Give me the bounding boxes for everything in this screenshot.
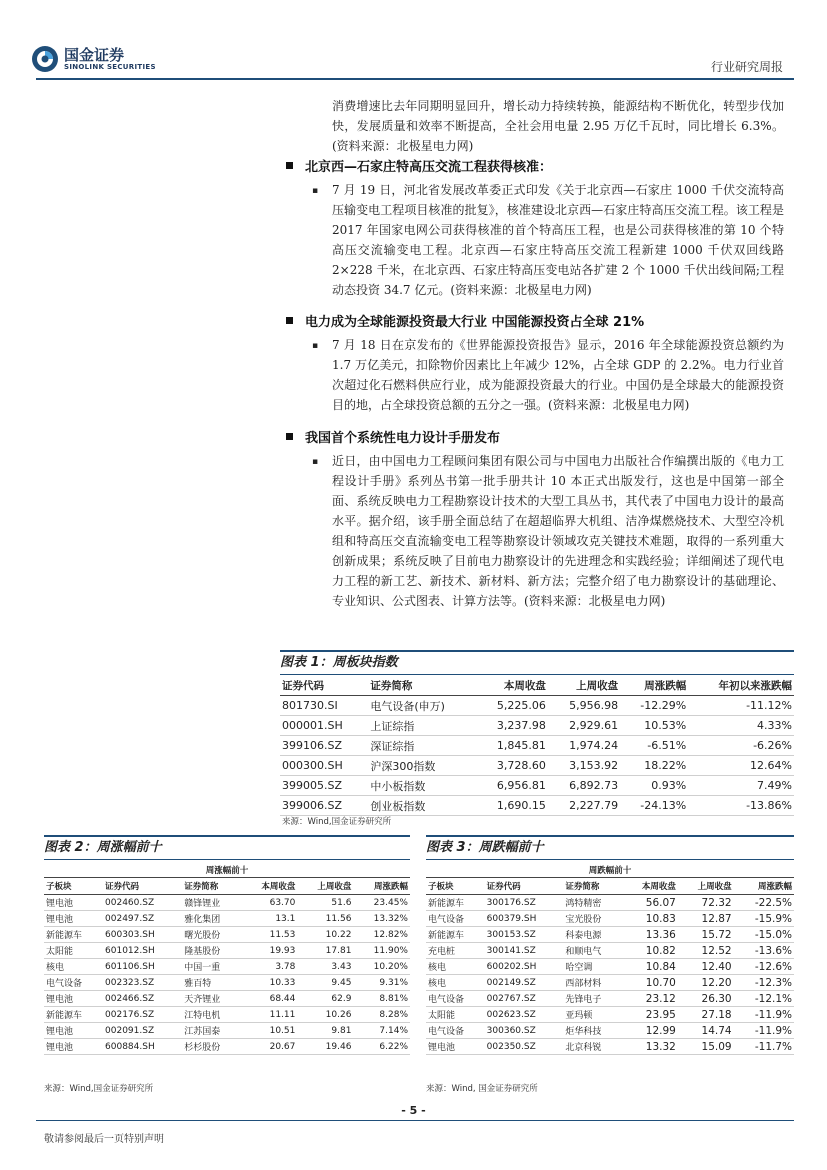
table-cell: 先锋电子: [563, 991, 622, 1007]
table-cell: -11.9%: [734, 1023, 794, 1039]
section-title-1: [286, 156, 552, 175]
table-cell: 锂电池: [44, 895, 103, 911]
table-row: [44, 959, 410, 975]
table-cell: 600884.SH: [103, 1039, 182, 1055]
table-cell: 300360.SZ: [485, 1023, 564, 1039]
table-caption: 周涨幅前十: [44, 862, 410, 878]
table-row: [426, 927, 794, 943]
page-number: - 5 -: [401, 1104, 426, 1117]
table-cell: 锂电池: [44, 991, 103, 1007]
table-row: [426, 911, 794, 927]
table-cell: 13.36: [622, 927, 678, 943]
table-cell: 6,892.73: [548, 776, 620, 796]
table-cell: 002466.SZ: [103, 991, 182, 1007]
table-cell: 创业板指数: [368, 796, 475, 816]
table-cell: 601106.SH: [103, 959, 182, 975]
table-cell: 10.84: [622, 959, 678, 975]
table-cell: 电气设备: [426, 1023, 485, 1039]
table-cell: 12.52: [678, 943, 734, 959]
table-cell: 8.81%: [353, 991, 410, 1007]
table-row: [44, 1023, 410, 1039]
table-cell: 锂电池: [426, 1039, 485, 1055]
table-cell: 801730.SI: [280, 696, 368, 716]
header-divider: [36, 78, 794, 80]
column-header: 本周收盘: [622, 878, 678, 895]
table-cell: 002350.SZ: [485, 1039, 564, 1055]
table-cell: 核电: [426, 975, 485, 991]
table-cell: 7.14%: [353, 1023, 410, 1039]
table-row: [280, 756, 794, 776]
column-header: 证券代码: [103, 878, 182, 895]
table-cell: 11.11: [241, 1007, 297, 1023]
table-cell: 1,845.81: [476, 736, 548, 756]
table-header-row: [44, 878, 410, 895]
table-cell: 62.9: [297, 991, 353, 1007]
table-cell: 11.53: [241, 927, 297, 943]
table-cell: -12.6%: [734, 959, 794, 975]
table-cell: 雅化集团: [182, 911, 241, 927]
table-cell: 19.93: [241, 943, 297, 959]
column-header: 周涨跌幅: [620, 675, 688, 696]
table-row: [426, 959, 794, 975]
table-cell: 雅百特: [182, 975, 241, 991]
table-cell: 10.33: [241, 975, 297, 991]
table-row: [280, 776, 794, 796]
table2: [44, 862, 410, 1055]
table-cell: 002149.SZ: [485, 975, 564, 991]
table-cell: 深证综指: [368, 736, 475, 756]
intro-paragraph: 消费增速比去年同期明显回升，增长动力持续转换，能源结构不断优化，转型步伐加快，发展质量和效率不断提高，全社会用电量 2.95 万亿千瓦时，同比增长 6.3%。(资料来源：北极星电力网): [332, 99, 784, 153]
table-cell: 12.99: [622, 1023, 678, 1039]
table-cell: 300176.SZ: [485, 895, 564, 911]
table-cell: 锂电池: [44, 1023, 103, 1039]
table-cell: 13.32: [622, 1039, 678, 1055]
table-cell: 11.56: [297, 911, 353, 927]
table-cell: 15.09: [678, 1039, 734, 1055]
company-name-en: SINOLINK SECURITIES: [64, 63, 156, 71]
table-cell: 2,227.79: [548, 796, 620, 816]
table-cell: -11.12%: [688, 696, 794, 716]
section-title-3: [286, 427, 500, 446]
bullet-icon: ▪: [312, 186, 319, 196]
table-cell: 隆基股份: [182, 943, 241, 959]
table-cell: 68.44: [241, 991, 297, 1007]
table-cell: 1,690.15: [476, 796, 548, 816]
table-row: [44, 911, 410, 927]
table-cell: 5,956.98: [548, 696, 620, 716]
column-header: 证券代码: [280, 675, 368, 696]
table-cell: 56.07: [622, 895, 678, 911]
table-cell: 哈空调: [563, 959, 622, 975]
table-cell: -15.9%: [734, 911, 794, 927]
table-caption-row: [426, 862, 794, 878]
table-cell: 002497.SZ: [103, 911, 182, 927]
table-cell: 赣锋锂业: [182, 895, 241, 911]
square-bullet-icon: [286, 317, 293, 324]
table-cell: 4.33%: [688, 716, 794, 736]
table-cell: 12.87: [678, 911, 734, 927]
table-cell: 002460.SZ: [103, 895, 182, 911]
table-row: [426, 895, 794, 911]
company-name: 国金证券: [64, 46, 125, 64]
table-cell: 6.22%: [353, 1039, 410, 1055]
column-header: 周涨跌幅: [353, 878, 410, 895]
table-cell: 亚玛顿: [563, 1007, 622, 1023]
column-header: 证券简称: [182, 878, 241, 895]
table-cell: 9.45: [297, 975, 353, 991]
table-cell: 27.18: [678, 1007, 734, 1023]
table-row: [280, 796, 794, 816]
table-row: [426, 943, 794, 959]
table-cell: 15.72: [678, 927, 734, 943]
table-cell: 中国一重: [182, 959, 241, 975]
table-row: [426, 991, 794, 1007]
table-cell: 上证综指: [368, 716, 475, 736]
table-cell: 锂电池: [44, 1039, 103, 1055]
table-cell: 新能源车: [44, 927, 103, 943]
table-cell: 10.22: [297, 927, 353, 943]
table-caption-row: [44, 862, 410, 878]
table-cell: 和顺电气: [563, 943, 622, 959]
table-cell: 9.81: [297, 1023, 353, 1039]
table-cell: 1,974.24: [548, 736, 620, 756]
section-body-2: 7 月 18 日在京发布的《世界能源投资报告》显示，2016 年全球能源投资总额约为 1.7 万亿美元，扣除物价因素比上年减少 12%，占全球 GDP 的 2.2%。电力行业首次超过化石燃料供应行业，成为能源投资最大的行业。中国仍是全球最大的能源投资目的地，占全球投资总额的五分之一强。(资料来源：北极星电力网): [332, 338, 784, 412]
table1: [280, 675, 794, 816]
table-cell: 新能源车: [426, 927, 485, 943]
table-cell: 3,728.60: [476, 756, 548, 776]
column-header: 上周收盘: [297, 878, 353, 895]
table-cell: 12.40: [678, 959, 734, 975]
bullet-icon: ▪: [312, 457, 319, 467]
table-cell: 锂电池: [44, 911, 103, 927]
table-cell: -22.5%: [734, 895, 794, 911]
table-cell: 600303.SH: [103, 927, 182, 943]
table-cell: 宝光股份: [563, 911, 622, 927]
table-cell: 沪深300指数: [368, 756, 475, 776]
column-header: 本周收盘: [476, 675, 548, 696]
table-cell: 20.67: [241, 1039, 297, 1055]
table-row: [426, 1023, 794, 1039]
table-cell: 10.51: [241, 1023, 297, 1039]
table-cell: 12.82%: [353, 927, 410, 943]
table2-title: 图表 2：周涨幅前十: [44, 835, 410, 860]
table-cell: 天齐锂业: [182, 991, 241, 1007]
table-cell: 300153.SZ: [485, 927, 564, 943]
table-cell: 11.90%: [353, 943, 410, 959]
table-row: [426, 975, 794, 991]
table-cell: 18.22%: [620, 756, 688, 776]
table-cell: 399106.SZ: [280, 736, 368, 756]
column-header: 本周收盘: [241, 878, 297, 895]
footer-divider: [36, 1120, 794, 1121]
table-cell: 399005.SZ: [280, 776, 368, 796]
table-cell: 炬华科技: [563, 1023, 622, 1039]
table-cell: 杉杉股份: [182, 1039, 241, 1055]
table-cell: 10.20%: [353, 959, 410, 975]
table-cell: 新能源车: [426, 895, 485, 911]
table-row: [44, 975, 410, 991]
table-cell: 太阳能: [44, 943, 103, 959]
square-bullet-icon: [286, 433, 293, 440]
square-bullet-icon: [286, 162, 293, 169]
table-cell: 3.78: [241, 959, 297, 975]
table-cell: 电气设备(申万): [368, 696, 475, 716]
table-cell: 000300.SH: [280, 756, 368, 776]
table-cell: 14.74: [678, 1023, 734, 1039]
table-cell: 10.26: [297, 1007, 353, 1023]
table-cell: -12.3%: [734, 975, 794, 991]
table-cell: 核电: [426, 959, 485, 975]
table-cell: -11.7%: [734, 1039, 794, 1055]
table-cell: 399006.SZ: [280, 796, 368, 816]
table-cell: 17.81: [297, 943, 353, 959]
table-cell: 电气设备: [426, 911, 485, 927]
table-cell: 科泰电源: [563, 927, 622, 943]
table-cell: 300141.SZ: [485, 943, 564, 959]
table-cell: -6.51%: [620, 736, 688, 756]
table-cell: 002176.SZ: [103, 1007, 182, 1023]
section-title-text: 北京西—石家庄特高压交流工程获得核准：: [305, 160, 553, 175]
bullet-icon: ▪: [312, 341, 319, 351]
table-row: [44, 943, 410, 959]
column-header: 子板块: [426, 878, 485, 895]
table-cell: -13.86%: [688, 796, 794, 816]
table-cell: 3,237.98: [476, 716, 548, 736]
table-cell: 10.53%: [620, 716, 688, 736]
table-row: [44, 991, 410, 1007]
company-logo: [30, 44, 156, 74]
table-cell: 601012.SH: [103, 943, 182, 959]
section-title-2: [286, 311, 644, 330]
table-cell: 3.43: [297, 959, 353, 975]
logo-mark-icon: [30, 44, 60, 74]
table-cell: 23.45%: [353, 895, 410, 911]
table-header-row: [426, 878, 794, 895]
table-row: [44, 1039, 410, 1055]
table-row: [280, 736, 794, 756]
table-cell: 0.93%: [620, 776, 688, 796]
table-cell: 电气设备: [44, 975, 103, 991]
table-cell: 10.70: [622, 975, 678, 991]
table-row: [426, 1039, 794, 1055]
table-cell: 19.46: [297, 1039, 353, 1055]
table-cell: -12.29%: [620, 696, 688, 716]
table-row: [44, 1007, 410, 1023]
column-header: 年初以来涨跌幅: [688, 675, 794, 696]
table-cell: 7.49%: [688, 776, 794, 796]
table-row: [280, 696, 794, 716]
table-cell: -6.26%: [688, 736, 794, 756]
table-cell: 51.6: [297, 895, 353, 911]
table3: [426, 862, 794, 1055]
table-cell: 23.95: [622, 1007, 678, 1023]
table-cell: 鸿特精密: [563, 895, 622, 911]
section-body-3: 近日，由中国电力工程顾问集团有限公司与中国电力出版社合作编撰出版的《电力工程设计手册》系列丛书第一批手册共计 10 本正式出版发行，这也是中国第一部全面、系统反映电力工程勘察设计技术的大型工具丛书，其代表了中国电力设计的最高水平。据介绍，该手册全面总结了在超超临界大机组、洁净煤燃烧技术、大型空冷机组和特高压交直流输变电工程等勘察设计领域攻克关键技术难题，取得的一系列重大创新成果；系统反映了目前电力勘察设计的先进理念和实践经验；详细阐述了现代电力工程的新工艺、新技术、新材料、新方法；完整介绍了电力勘察设计的基础理论、专业知识、公式图表、计算方法等。(资料来源：北极星电力网): [332, 454, 784, 608]
table-cell: 002091.SZ: [103, 1023, 182, 1039]
table-row: [280, 716, 794, 736]
table-cell: 曙光股份: [182, 927, 241, 943]
table-cell: 13.32%: [353, 911, 410, 927]
table-cell: 26.30: [678, 991, 734, 1007]
table-cell: 72.32: [678, 895, 734, 911]
table-cell: 2,929.61: [548, 716, 620, 736]
table-cell: 600379.SH: [485, 911, 564, 927]
table-cell: -12.1%: [734, 991, 794, 1007]
table-cell: 9.31%: [353, 975, 410, 991]
table-header-row: [280, 675, 794, 696]
table-cell: 江特电机: [182, 1007, 241, 1023]
table2-source: 来源：Wind,国金证券研究所: [44, 1084, 154, 1094]
table-cell: 6,956.81: [476, 776, 548, 796]
column-header: 上周收盘: [678, 878, 734, 895]
table-cell: -15.0%: [734, 927, 794, 943]
table-cell: 002323.SZ: [103, 975, 182, 991]
section-title-text: 电力成为全球能源投资最大行业 中国能源投资占全球 21%: [305, 315, 645, 330]
table-cell: -13.6%: [734, 943, 794, 959]
table-cell: 充电桩: [426, 943, 485, 959]
table-row: [44, 927, 410, 943]
table-row: [44, 895, 410, 911]
column-header: 上周收盘: [548, 675, 620, 696]
disclaimer: 敬请参阅最后一页特别声明: [44, 1134, 164, 1145]
table-cell: 8.28%: [353, 1007, 410, 1023]
table-cell: 002623.SZ: [485, 1007, 564, 1023]
table-cell: 中小板指数: [368, 776, 475, 796]
table-caption: 周跌幅前十: [426, 862, 794, 878]
column-header: 周涨跌幅: [734, 878, 794, 895]
column-header: 证券代码: [485, 878, 564, 895]
table-cell: 核电: [44, 959, 103, 975]
table-cell: 新能源车: [44, 1007, 103, 1023]
table-cell: 电气设备: [426, 991, 485, 1007]
table-cell: 600202.SH: [485, 959, 564, 975]
table-cell: 63.70: [241, 895, 297, 911]
column-header: 证券简称: [563, 878, 622, 895]
table-cell: 3,153.92: [548, 756, 620, 776]
table1-title: 图表 1：周板块指数: [280, 650, 794, 675]
section-title-text: 我国首个系统性电力设计手册发布: [305, 431, 501, 446]
table-cell: 太阳能: [426, 1007, 485, 1023]
table3-source: 来源：Wind, 国金证券研究所: [426, 1084, 538, 1094]
section-body-1: 7 月 19 日，河北省发展改革委正式印发《关于北京西—石家庄 1000 千伏交流特高压输变电工程项目核准的批复》，核准建设北京西—石家庄特高压交流工程。该工程是 2017 年国家电网公司获得核准的首个特高压工程，也是公司获得核准的第 10 个特高压交流输变电工程。北京西—石家庄特高压交流工程新建 1000 千伏双回线路 2×228 千米，在北京西、石家庄特高压变电站各扩建 2 个 1000 千伏出线间隔;工程动态投资 34.7 亿元。(资料来源：北极星电力网): [332, 183, 784, 297]
column-header: 证券简称: [368, 675, 475, 696]
table-cell: 12.20: [678, 975, 734, 991]
table-cell: 北京科锐: [563, 1039, 622, 1055]
table-cell: 10.82: [622, 943, 678, 959]
table-cell: 12.64%: [688, 756, 794, 776]
table-cell: 10.83: [622, 911, 678, 927]
column-header: 子板块: [44, 878, 103, 895]
report-type: 行业研究周报: [710, 60, 783, 74]
table-cell: -11.9%: [734, 1007, 794, 1023]
table-cell: 000001.SH: [280, 716, 368, 736]
table-cell: 江苏国泰: [182, 1023, 241, 1039]
table-cell: -24.13%: [620, 796, 688, 816]
table3-title: 图表 3：周跌幅前十: [426, 835, 794, 860]
table1-source: 来源：Wind,国金证券研究所: [282, 817, 392, 827]
table-cell: 西部材料: [563, 975, 622, 991]
table-cell: 5,225.06: [476, 696, 548, 716]
table-cell: 23.12: [622, 991, 678, 1007]
table-row: [426, 1007, 794, 1023]
table-cell: 002767.SZ: [485, 991, 564, 1007]
table-cell: 13.1: [241, 911, 297, 927]
